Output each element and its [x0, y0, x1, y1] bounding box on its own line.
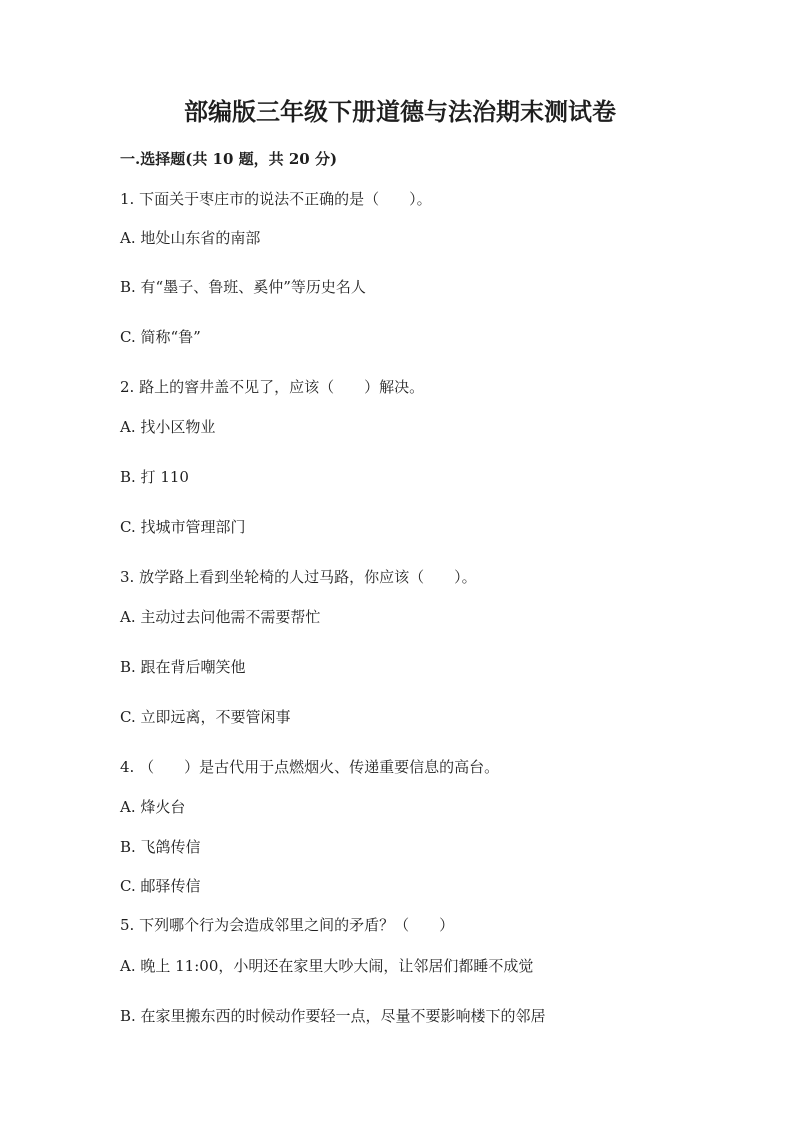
question-2-stem: 2. 路上的窨井盖不见了，应该（ ）解决。 [120, 378, 425, 396]
question-5-stem: 5. 下列哪个行为会造成邻里之间的矛盾？（ ） [120, 916, 455, 934]
question-3-stem: 3. 放学路上看到坐轮椅的人过马路，你应该（ ）。 [120, 568, 477, 586]
question-3-option-c: C. 立即远离，不要管闲事 [120, 708, 291, 726]
question-5-option-a: A. 晚上 11:00，小明还在家里大吵大闹，让邻居们都睡不成觉 [120, 957, 534, 975]
question-3-option-b: B. 跟在背后嘲笑他 [120, 658, 246, 676]
question-1-option-a: A. 地处山东省的南部 [120, 229, 261, 247]
question-1-option-b: B. 有“墨子、鲁班、奚仲”等历史名人 [120, 278, 366, 296]
page-title: 部编版三年级下册道德与法治期末测试卷 [184, 97, 616, 126]
question-2-option-a: A. 找小区物业 [120, 418, 216, 436]
question-3-option-a: A. 主动过去问他需不需要帮忙 [120, 608, 321, 626]
section-header: 一.选择题(共 10 题，共 20 分) [120, 150, 338, 168]
question-4-option-a: A. 烽火台 [120, 798, 186, 816]
question-1-option-c: C. 简称“鲁” [120, 328, 201, 346]
question-1-stem: 1. 下面关于枣庄市的说法不正确的是（ ）。 [120, 190, 432, 208]
question-5-option-b: B. 在家里搬东西的时候动作要轻一点，尽量不要影响楼下的邻居 [120, 1007, 546, 1025]
question-2-option-c: C. 找城市管理部门 [120, 518, 246, 536]
question-2-option-b: B. 打 110 [120, 468, 189, 486]
question-4-stem: 4. （ ）是古代用于点燃烟火、传递重要信息的高台。 [120, 758, 500, 776]
question-4-option-b: B. 飞鸽传信 [120, 838, 201, 856]
question-4-option-c: C. 邮驿传信 [120, 877, 201, 895]
